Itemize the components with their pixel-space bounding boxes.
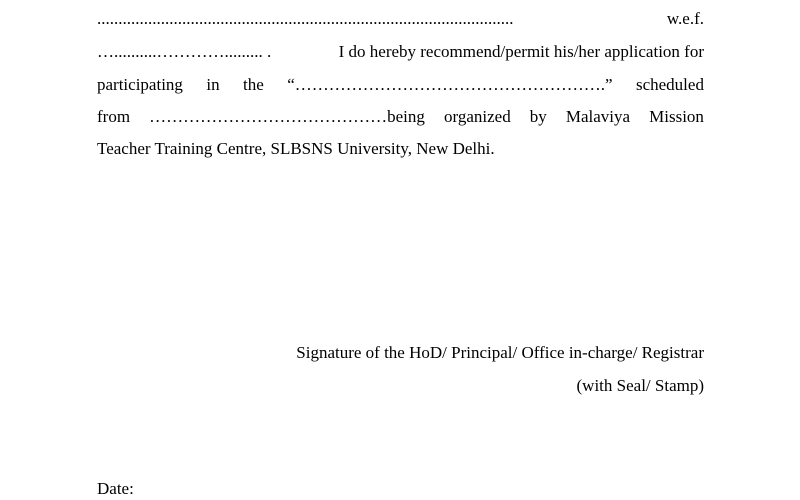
date-label: Date:: [97, 479, 134, 498]
wef-label: w.e.f.: [666, 9, 704, 28]
word: participating: [97, 75, 183, 94]
recommend-text: I do hereby recommend/permit his/her application for: [338, 42, 704, 61]
date-blank: ……………………………………being: [149, 107, 425, 126]
word: scheduled: [635, 75, 704, 94]
paragraph-line-5: [97, 139, 704, 159]
seal-stamp-line: (with Seal/ Stamp): [576, 376, 704, 395]
institution-text: Teacher Training Centre, SLBSNS University, New Delhi.: [97, 139, 495, 158]
word: organized: [443, 107, 511, 126]
paragraph-line-2: [97, 42, 704, 62]
word: from: [97, 107, 131, 126]
blank-dots: ..................................................................................................: [97, 9, 514, 28]
word: the: [243, 75, 264, 94]
word: Mission: [649, 107, 704, 126]
paragraph-line-3: [97, 75, 704, 95]
word: in: [206, 75, 220, 94]
word: by: [529, 107, 547, 126]
word: Malaviya: [565, 107, 631, 126]
paragraph-line-1: [97, 9, 704, 29]
programme-blank: “……………………………………………….”: [287, 75, 613, 94]
blank-dots: …..........…………......... .: [97, 42, 272, 61]
paragraph-line-4: [97, 107, 704, 127]
signature-line: Signature of the HoD/ Principal/ Office in-charge/ Registrar: [296, 343, 704, 362]
